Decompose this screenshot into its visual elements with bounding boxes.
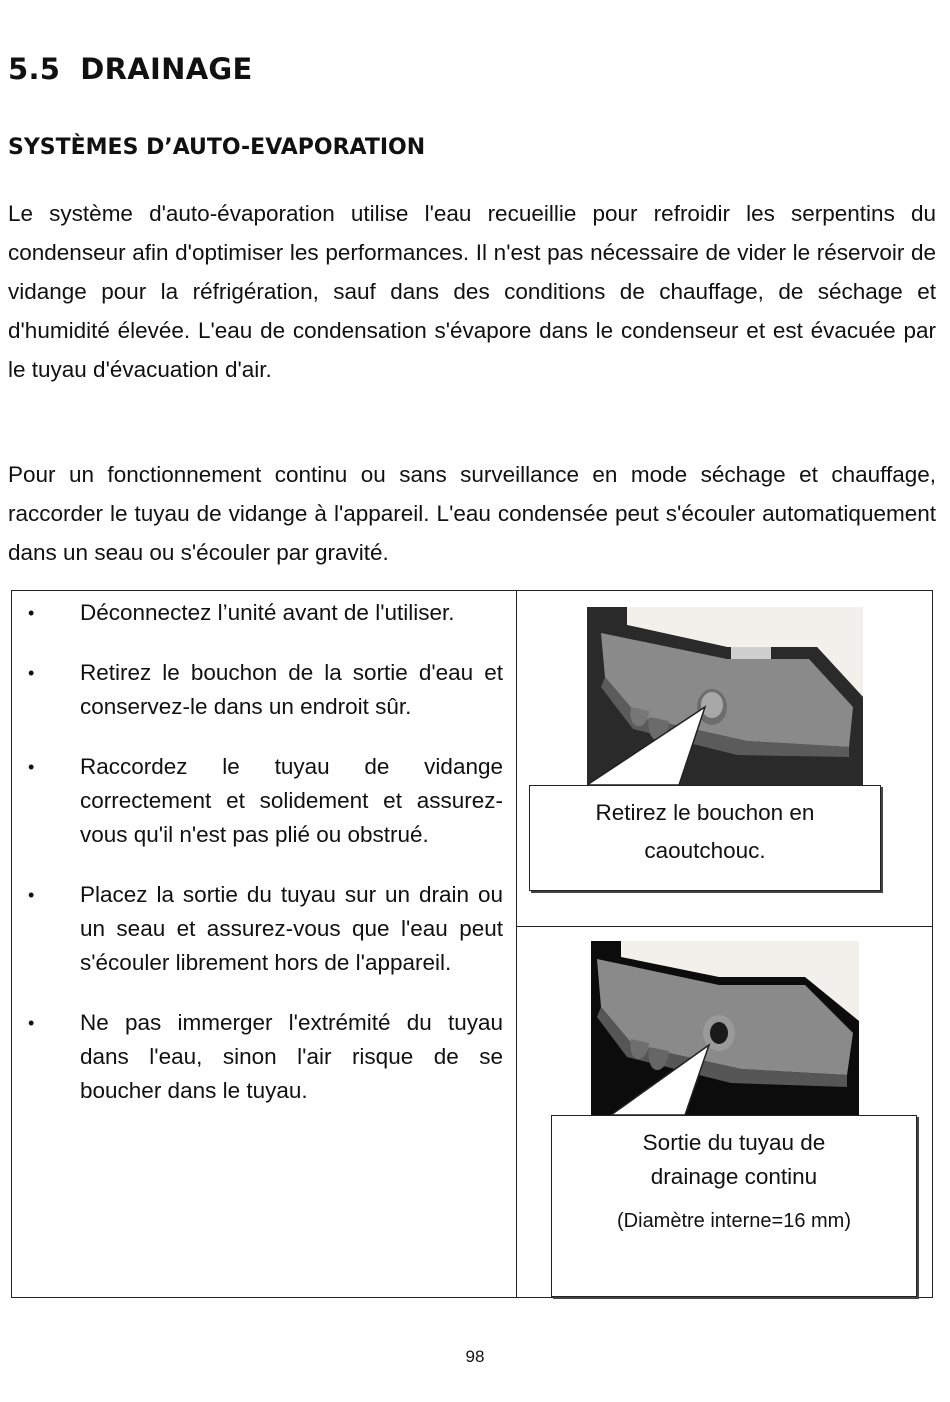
outlet-illustration-cell bbox=[517, 927, 932, 1297]
callout-pointer bbox=[587, 607, 863, 785]
bullet-icon: • bbox=[28, 603, 35, 623]
list-item: • Raccordez le tuyau de vidange correctement et solidement et assurez-vous qu'il n'est pas plié ou obstrué. bbox=[12, 750, 517, 852]
paragraph-auto-evaporation: Le système d'auto-évaporation utilise l'eau recueillie pour refroidir les serpentins du condenseur afin d'optimiser les performances. Il n'est pas nécessaire de vider le réservoir de vidange pour la réfrigération, sauf dans des conditions de chauffage, de séchage et d'humidité élevée. L'eau de condensation s'évapore dans le condenseur et est évacuée par le tuyau d'évacuation d'air. bbox=[8, 201, 936, 382]
bullet-icon: • bbox=[28, 885, 35, 905]
outlet-callout: Sortie du tuyau de drainage continu (Diamètre interne=16 mm) bbox=[551, 1115, 917, 1297]
section-number: 5.5 bbox=[8, 52, 61, 86]
list-item: • Déconnectez l’unité avant de l'utiliser. bbox=[12, 596, 517, 630]
instruction-list bbox=[12, 596, 517, 1134]
list-item: • Ne pas immerger l'extrémité du tuyau dans l'eau, sinon l'air risque de se boucher dans le tuyau. bbox=[12, 1006, 517, 1108]
bullet-icon: • bbox=[28, 1013, 35, 1033]
plug-illustration-cell bbox=[517, 591, 932, 927]
list-item: • Placez la sortie du tuyau sur un drain ou un seau et assurez-vous que l'eau peut s'écouler librement hors de l'appareil. bbox=[12, 878, 517, 980]
section-heading bbox=[8, 52, 253, 86]
instructions-cell bbox=[12, 591, 517, 1297]
bullet-icon: • bbox=[28, 663, 35, 683]
instruction-table bbox=[11, 590, 933, 1298]
bullet-icon: • bbox=[28, 757, 35, 777]
section-title: DRAINAGE bbox=[80, 52, 253, 86]
plug-callout: Retirez le bouchon en caoutchouc. bbox=[529, 785, 881, 891]
page-number: 98 bbox=[465, 1347, 485, 1366]
callout-pointer bbox=[591, 941, 859, 1115]
paragraph-continuous-drainage: Pour un fonctionnement continu ou sans surveillance en mode séchage et chauffage, raccorder le tuyau de vidange à l'appareil. L'eau condensée peut s'écouler automatiquement dans un seau ou s'écouler par gravité. bbox=[8, 462, 936, 565]
subsection-heading: SYSTÈMES D’AUTO-EVAPORATION bbox=[8, 135, 426, 160]
list-item: • Retirez le bouchon de la sortie d'eau et conservez-le dans un endroit sûr. bbox=[12, 656, 517, 724]
